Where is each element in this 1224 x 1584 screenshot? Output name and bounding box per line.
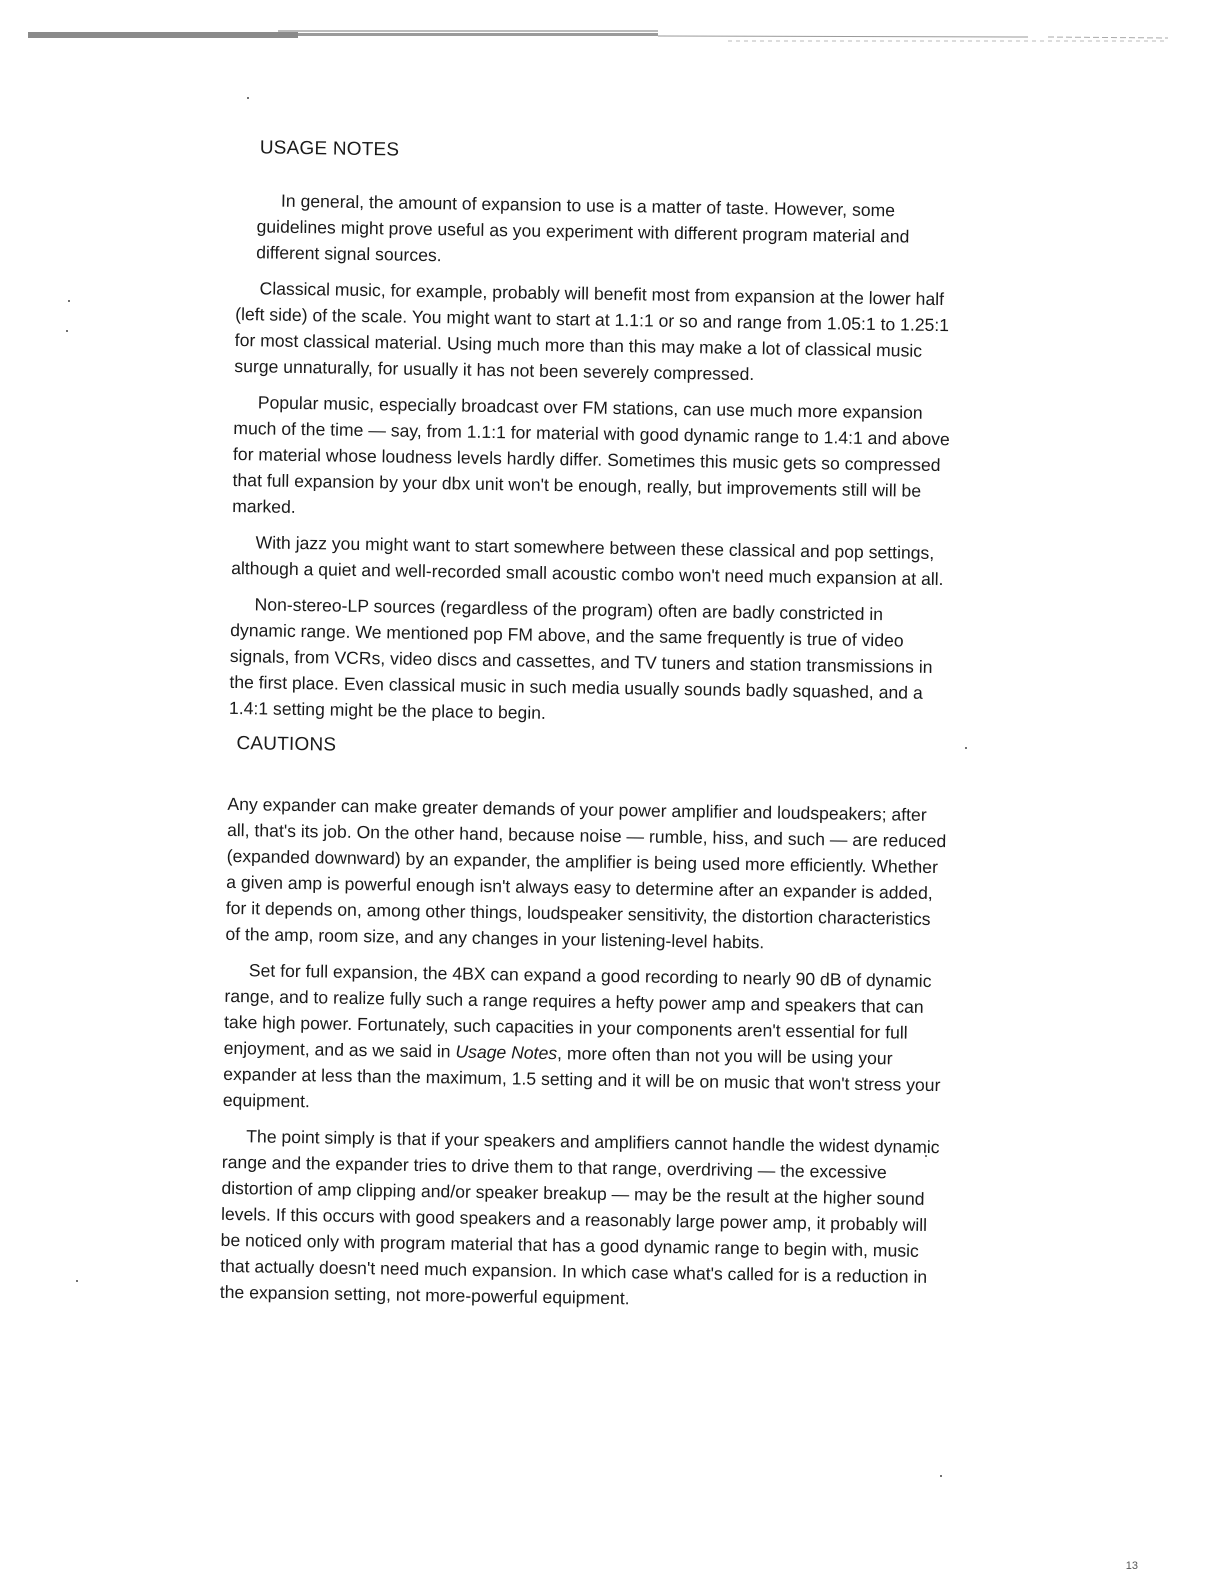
- scan-speck: [68, 300, 70, 302]
- scan-edge-artifact: [28, 30, 1168, 42]
- usage-paragraph: In general, the amount of expansion to use is a matter of taste. However, some guidelines might prove useful as you experiment with different program material and different signal sources.: [256, 190, 910, 266]
- cautions-paragraph: [223, 957, 945, 1124]
- usage-paragraph: With jazz you might want to start somewhere between these classical and pop settings, although a quiet and well-recorded small acoustic combo won't need much expansion at all.: [231, 532, 944, 590]
- scan-speck: [940, 1475, 942, 1477]
- usage-notes-heading: USAGE NOTES: [259, 137, 400, 161]
- scan-speck: [66, 330, 68, 332]
- cautions-paragraph: Any expander can make greater demands of your power amplifier and loudspeakers; after all, that's its job. On the other hand, because noise — rumble, hiss, and such — are reduced (expanded downward) by an expander, the amplifier is being used more efficiently. Whether a given amp is powerful enough isn't always easy to determine after an expander is added, for it depends on, among other things, loudspeaker sensitivity, the distortion characteristics of the amp, room size, and any changes in your listening-level habits.: [225, 793, 947, 953]
- scan-speck: [76, 1280, 78, 1282]
- page-number: 13: [1125, 1560, 1138, 1572]
- cautions-text: , more often than not you will be using your expander at less than the maximum, 1.5 setting and it will be on music that won't stress your equipment.: [222, 1043, 941, 1112]
- usage-notes-section: [229, 135, 958, 732]
- scan-speck: [247, 97, 249, 99]
- usage-notes-reference: Usage Notes: [455, 1041, 558, 1064]
- cautions-section: [220, 731, 949, 1316]
- cautions-paragraph: The point simply is that if your speakers and amplifiers cannot handle the widest dynamic range and the expander tries to drive them to that range, overdriving — the excessive distortion of amp clipping and/or speaker breakup — may be the result at the higher sound levels. If this occurs with good speakers and a reasonably large power amp, it probably will be noticed only with program material that has a good dynamic range to begin with, music that actually doesn't need much expansion. In which case what's called for is a reduction in the expansion setting, not more-powerful equipment.: [219, 1126, 940, 1309]
- usage-paragraph: Popular music, especially broadcast over FM stations, can use much more expansion much of the time — say, from 1.1:1 for material with good dynamic range to 1.4:1 and above for material whose loudness levels hardly differ. Sometimes this music gets so compressed that full expansion by your dbx unit won't be enough, really, but improvements still will be marked.: [232, 392, 950, 517]
- scan-speck: [965, 747, 967, 749]
- document-page: [219, 135, 957, 1326]
- cautions-heading: CAUTIONS: [236, 733, 337, 756]
- usage-paragraph: Classical music, for example, probably will benefit most from expansion at the lower half (left side) of the scale. You might want to start at 1.1:1 or so and range from 1.05:1 to 1.25:1 for most classical material. Using much more than this may make a lot of classical music surge unnaturally, for usually it has not been severely compressed.: [234, 278, 950, 385]
- usage-paragraph: Non-stereo-LP sources (regardless of the program) often are badly constricted in dynamic range. We mentioned pop FM above, and the same frequently is true of video signals, from VCRs, video discs and cassettes, and TV tuners and station transmissions in the first place. Even classical music in such media usually sounds badly squashed, and a 1.4:1 setting might be the place to begin.: [228, 594, 933, 723]
- cautions-text: Set for full expansion, the 4BX can expand a good recording to nearly 90 dB of dynamic range, and to realize fully such a range requires a hefty power amp and speakers that can take high power. Fortunately, such capacities in your components aren't essential for full enjoyment, and as we said in: [223, 960, 932, 1062]
